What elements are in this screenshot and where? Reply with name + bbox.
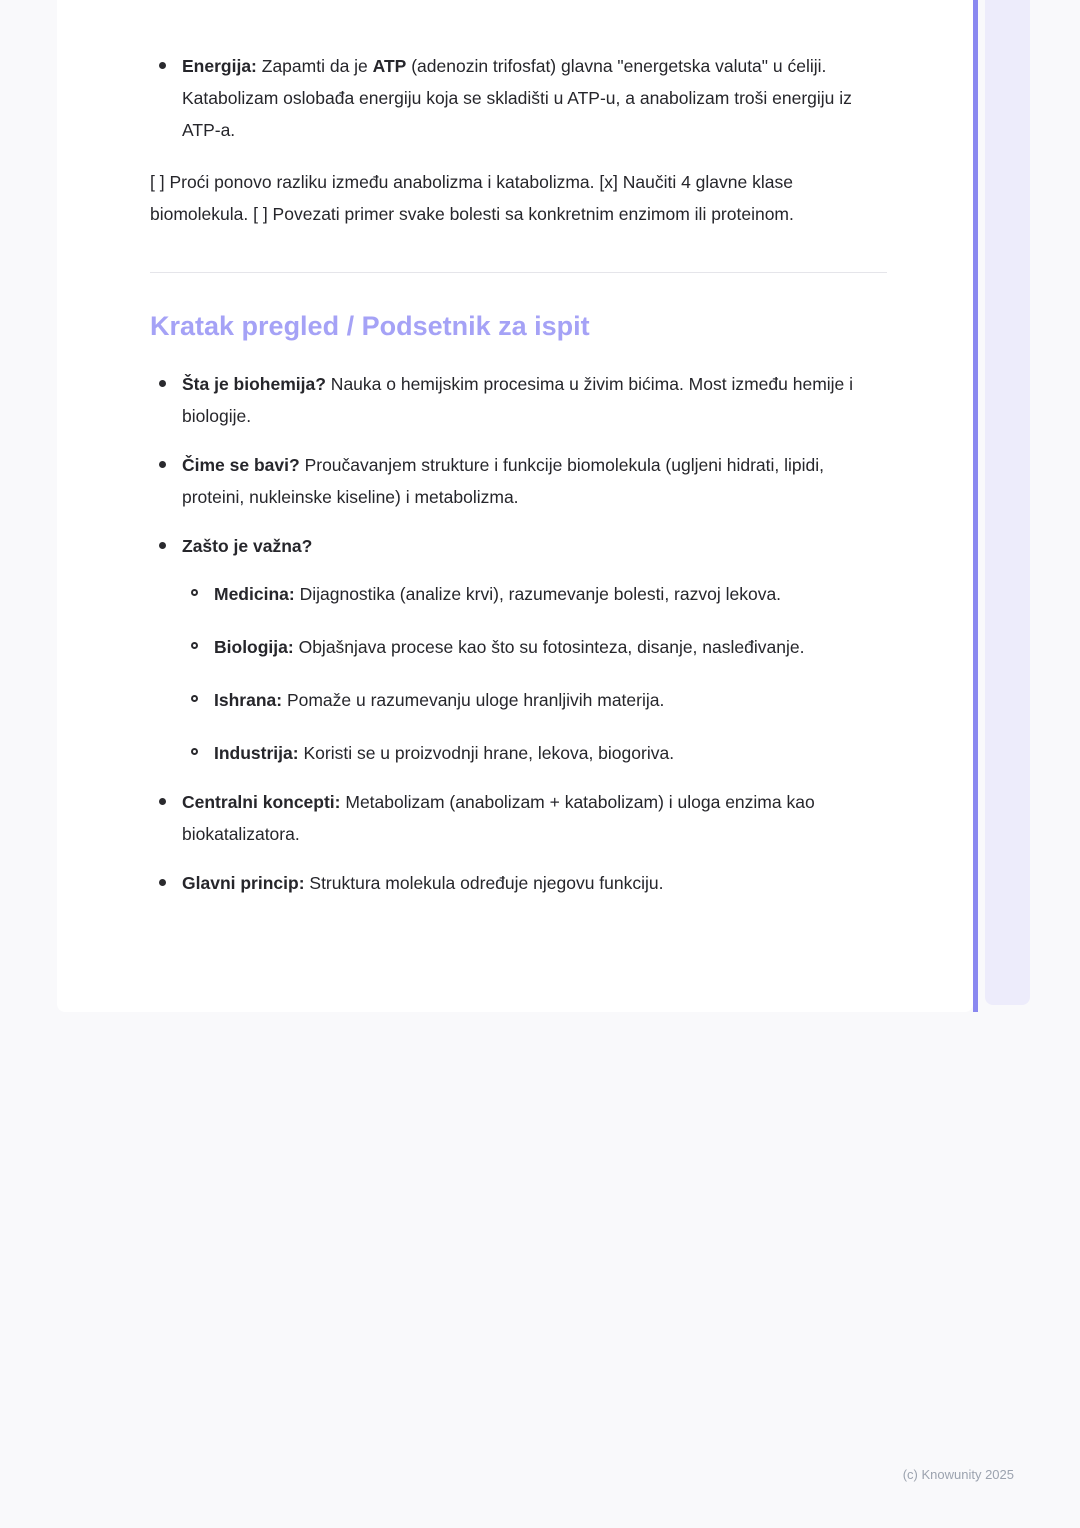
bullet-circle-icon [191,695,198,702]
sublist-item-biologija [182,631,887,663]
term-label: Glavni princip: [182,873,305,893]
atp-term: ATP [372,56,407,76]
checklist-paragraph: [ ] Proći ponovo razliku između anabolizma i katabolizma. [x] Naučiti 4 glavne klase biomolekula. [ ] Povezati primer svake bolesti sa konkretnim enzimom ili proteinom. [150,172,794,224]
bullet-dot-icon [159,461,166,468]
energy-text-2: (adenozin trifosfat) glavna "energetska valuta" u ćeliji. Katabolizam oslobađa energiju koja se skladišti u ATP-u, a anabolizam troši energiju iz ATP-a. [182,56,852,140]
term-label: Biologija: [214,637,294,657]
term-text: Nauka o hemijskim procesima u živim bićima. Most između hemije i biologije. [182,374,854,426]
bullet-dot-icon [159,62,166,69]
list-item-biohemija [150,368,887,432]
sublist-item-medicina [182,578,887,610]
list-item-glavni-princip [150,867,887,899]
list-item-centralni-koncepti [150,786,887,850]
copyright-notice: (c) Knowunity 2025 [902,1467,1014,1482]
bullet-circle-icon [191,589,198,596]
section-divider [150,272,887,273]
bullet-dot-icon [159,879,166,886]
term-label: Ishrana: [214,690,283,710]
term-label: Čime se bavi? [182,455,300,475]
term-text: Pomaže u razumevanju uloge hranljivih materija. [282,690,665,710]
term-text: Objašnjava procese kao što su fotosinteza, disanje, nasleđivanje. [293,637,805,657]
bullet-circle-icon [191,642,198,649]
summary-list [150,368,887,899]
term-text: Metabolizam (anabolizam + katabolizam) i uloga enzima kao biokatalizatora. [182,792,815,844]
list-item-zasto-je-vazna [150,530,887,769]
energy-list [150,50,887,146]
term-label: Zašto je važna? [182,536,313,556]
document-content [150,50,887,916]
sublist-item-industrija [182,737,887,769]
term-text: Dijagnostika (analize krvi), razumevanje bolesti, razvoj lekova. [294,584,782,604]
bullet-dot-icon [159,380,166,387]
term-text: Struktura molekula određuje njegovu funkciju. [304,873,664,893]
document-card [57,0,973,1012]
term-label: Šta je biohemija? [182,374,326,394]
energy-term: Energija: [182,56,257,76]
bullet-dot-icon [159,542,166,549]
importance-sublist [182,578,887,769]
term-label: Industrija: [214,743,299,763]
bullet-dot-icon [159,798,166,805]
side-panel [985,0,1030,1005]
sublist-item-ishrana [182,684,887,716]
energy-text-1: Zapamti da je [256,56,373,76]
term-label: Medicina: [214,584,295,604]
bullet-circle-icon [191,748,198,755]
term-text: Proučavanjem strukture i funkcije biomolekula (ugljeni hidrati, lipidi, proteini, nukleinske kiseline) i metabolizma. [182,455,824,507]
section-heading: Kratak pregled / Podsetnik za ispit [150,311,590,341]
term-text: Koristi se u proizvodnji hrane, lekova, biogoriva. [298,743,675,763]
accent-line [973,0,978,1012]
list-item-energy [150,50,887,146]
term-label: Centralni koncepti: [182,792,341,812]
list-item-cime-se-bavi [150,449,887,513]
